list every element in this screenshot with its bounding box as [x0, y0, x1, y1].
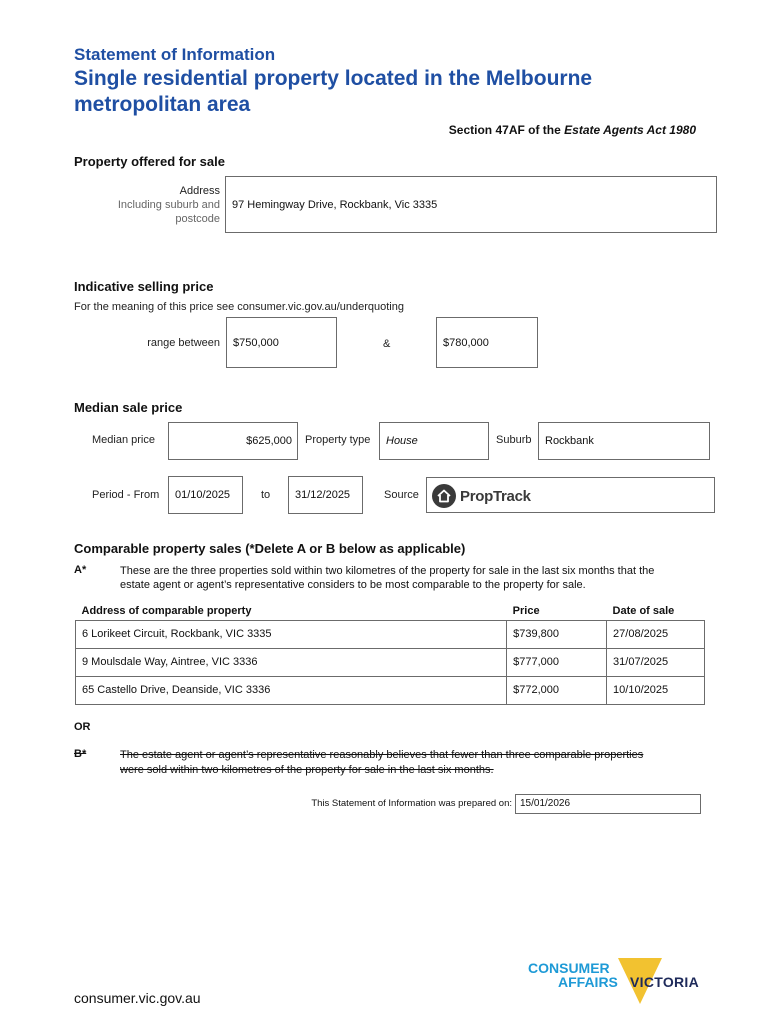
logo-victoria-text: VICTORIA: [630, 974, 700, 990]
option-a-line: estate agent or agent’s representative considers to be most comparable to the property for sale.: [120, 579, 586, 591]
period-from-value: 01/10/2025: [175, 489, 231, 501]
period-from-field[interactable]: [168, 476, 243, 514]
proptrack-house-icon: [431, 483, 457, 509]
address-sublabel: Including suburb and: [117, 199, 220, 211]
comparable-address-cell[interactable]: 65 Castello Drive, Deanside, VIC 3336: [76, 676, 507, 704]
option-a-marker: A*: [74, 564, 87, 576]
consumer-affairs-victoria-logo: [526, 958, 706, 1008]
comparable-price-cell[interactable]: $739,800: [507, 620, 607, 648]
comparable-date-cell[interactable]: 10/10/2025: [607, 676, 705, 704]
prepared-date-field[interactable]: [515, 794, 701, 814]
period-to-field[interactable]: [288, 476, 363, 514]
column-header-price: Price: [512, 604, 540, 617]
document-title-line2: metropolitan area: [74, 93, 251, 116]
comparable-date-cell[interactable]: 27/08/2025: [607, 620, 705, 648]
price-high-value: $780,000: [443, 337, 489, 349]
proptrack-wordmark: PropTrack: [460, 487, 531, 505]
comparable-heading: Comparable property sales (*Delete A or B below as applicable): [74, 541, 466, 556]
comparable-sales-table: [75, 602, 705, 705]
address-label-group: [100, 184, 220, 226]
option-a-text: [120, 564, 654, 592]
comparable-price-cell[interactable]: $777,000: [507, 648, 607, 676]
column-header-address: Address of comparable property: [81, 604, 252, 617]
proptrack-logo: [431, 483, 531, 509]
table-header-row: [76, 602, 705, 620]
indicative-heading: Indicative selling price: [74, 279, 214, 294]
or-label: OR: [74, 721, 91, 733]
address-value: 97 Hemingway Drive, Rockbank, Vic 3335: [232, 199, 438, 211]
price-low-value: $750,000: [233, 337, 279, 349]
period-to-value: 31/12/2025: [295, 489, 351, 501]
document-subtitle: Statement of Information: [74, 45, 276, 64]
comparable-address-cell[interactable]: 6 Lorikeet Circuit, Rockbank, VIC 3335: [76, 620, 507, 648]
median-heading: Median sale price: [74, 400, 183, 415]
median-price-label: Median price: [92, 434, 155, 446]
column-header-date: Date of sale: [612, 604, 675, 617]
property-type-value: House: [386, 435, 418, 447]
table-row: [76, 676, 705, 704]
table-row: [76, 620, 705, 648]
price-high-field[interactable]: [436, 317, 538, 368]
logo-consumer-text: CONSUMER: [528, 960, 610, 976]
price-low-field[interactable]: [226, 317, 337, 368]
prepared-label: This Statement of Information was prepared on:: [311, 798, 512, 809]
median-price-value: $625,000: [246, 435, 292, 447]
indicative-note: For the meaning of this price see consumer.vic.gov.au/underquoting: [74, 301, 404, 313]
median-price-field[interactable]: [168, 422, 298, 460]
address-label: Address: [179, 185, 220, 197]
comparable-address-cell[interactable]: 9 Moulsdale Way, Aintree, VIC 3336: [76, 648, 507, 676]
period-to-label: to: [261, 489, 271, 501]
footer-url[interactable]: consumer.vic.gov.au: [74, 990, 201, 1006]
table-row: [76, 648, 705, 676]
option-a-line: These are the three properties sold within two kilometres of the property for sale in the last six months that the: [120, 565, 655, 577]
range-and-symbol: &: [383, 338, 391, 350]
suburb-field[interactable]: [538, 422, 710, 460]
legal-section-reference: [449, 123, 696, 137]
section-prefix: Section 47AF of the: [448, 123, 565, 137]
comparable-price-cell[interactable]: $772,000: [507, 676, 607, 704]
address-sublabel: postcode: [175, 213, 220, 225]
comparable-date-cell[interactable]: 31/07/2025: [607, 648, 705, 676]
option-b-marker: B*: [74, 748, 87, 760]
period-label: Period - From: [92, 489, 160, 501]
property-heading: Property offered for sale: [74, 154, 225, 169]
option-b-line: The estate agent or agent’s representative reasonably believes that fewer than three comparable properties: [120, 749, 644, 761]
address-field[interactable]: [225, 176, 717, 233]
suburb-value: Rockbank: [545, 435, 594, 447]
logo-affairs-text: AFFAIRS: [558, 974, 618, 990]
range-label: range between: [147, 337, 220, 349]
option-b-text: [120, 748, 643, 778]
suburb-label: Suburb: [496, 434, 532, 446]
option-b-line: were sold within two kilometres of the property for sale in the last six months.: [120, 764, 494, 776]
source-label: Source: [384, 489, 419, 501]
prepared-date-value: 15/01/2026: [520, 798, 571, 809]
property-type-label: Property type: [305, 434, 371, 446]
document-title-line1: Single residential property located in the Melbourne: [74, 67, 593, 90]
property-type-field[interactable]: [379, 422, 489, 460]
section-act: Estate Agents Act 1980: [564, 123, 696, 137]
source-field[interactable]: [426, 477, 715, 513]
